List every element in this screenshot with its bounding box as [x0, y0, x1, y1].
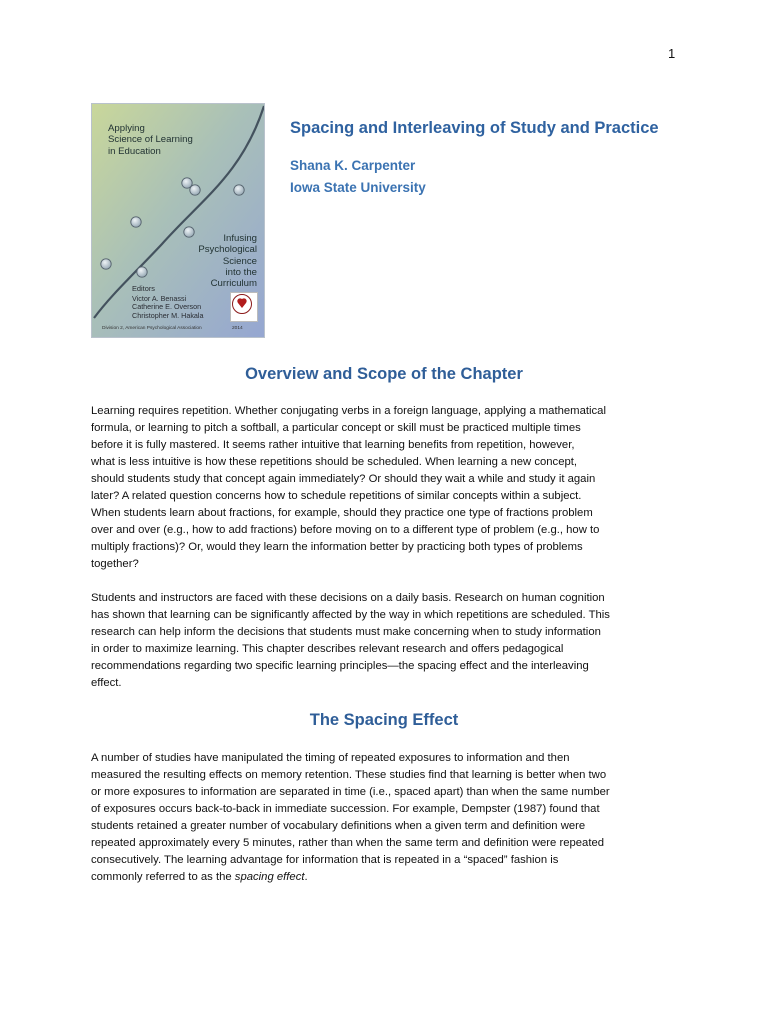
cover-title: Applying Science of Learning in Education [108, 123, 193, 157]
cover-division: Division 2, American Psychological Association [102, 326, 202, 331]
apa-seal-icon [230, 292, 258, 322]
page-number: 1 [668, 46, 676, 61]
book-cover-image [91, 103, 265, 338]
paragraph-overview-1: Learning requires repetition. Whether conjugating verbs in a foreign language, applying a mathematical formula, or learning to pitch a softball, a particular concept or skill must be practiced multiple times before it is fully mastered. It seems rather intuitive that learning benefits from repetition, however, what is less intuitive is how these repetitions should be scheduled. When learning a new concept, should students study that concept again immediately? Or should they wait a while and study it again later? A related question concerns how to schedule repetitions of similar concepts within a subject. When students learn about fractions, for example, should they practice one type of fractions problem over and over (e.g., how to add fractions) before moving on to a different type of problem (e.g., how to multiply fractions)? Or, would they learn the information better by practicing both types of problems together? [91, 405, 606, 570]
last-line: commonly referred to as the spacing effect. [91, 871, 308, 883]
cover-editor-names: Victor A. Benassi Catherine E. Overson Christopher M. Hakala [132, 294, 204, 320]
spacing-effect-term: spacing effect [234, 871, 305, 883]
cover-editors-label: Editors [132, 284, 156, 293]
paragraph-spacing-effect: A number of studies have manipulated the timing of repeated exposures to information and then measured the resulting effects on memory retention. These studies find that learning is better when two or more exposures to information are separated in time (i.e., spaced apart) than when the same number of exposures occurs back-to-back in immediate succession. For example, Dempster (1987) found that students retained a greater number of vocabulary definitions when a given term and definition were repeated approximately every 5 minutes, rather than when the same term and definition were repeated consecutively. The learning advantage for information that is repeated in a “spaced” fashion is commonly referred to as the spacing effect. [91, 750, 681, 886]
section-heading-overview: Overview and Scope of the Chapter [245, 365, 523, 383]
author-name: Shana K. Carpenter [290, 158, 416, 173]
section-heading-spacing-effect: The Spacing Effect [309, 711, 459, 729]
cover-subtitle: Infusing Psychological Science into the Curriculum [198, 233, 257, 290]
paragraph-overview-2: Students and instructors are faced with these decisions on a daily basis. Research on human cognition has shown that learning can be significantly affected by the way in which repetitions are scheduled. This research can help inform the decisions that students must make concerning when to study information in order to maximize learning. This chapter describes relevant research and offers pedagogical recommendations regarding two specific learning principles—the spacing effect and the interleaving effect. [91, 592, 610, 689]
cover-year: 2014 [232, 326, 243, 331]
chapter-title: Spacing and Interleaving of Study and Practice [290, 119, 659, 137]
author-affiliation: Iowa State University [290, 180, 426, 195]
